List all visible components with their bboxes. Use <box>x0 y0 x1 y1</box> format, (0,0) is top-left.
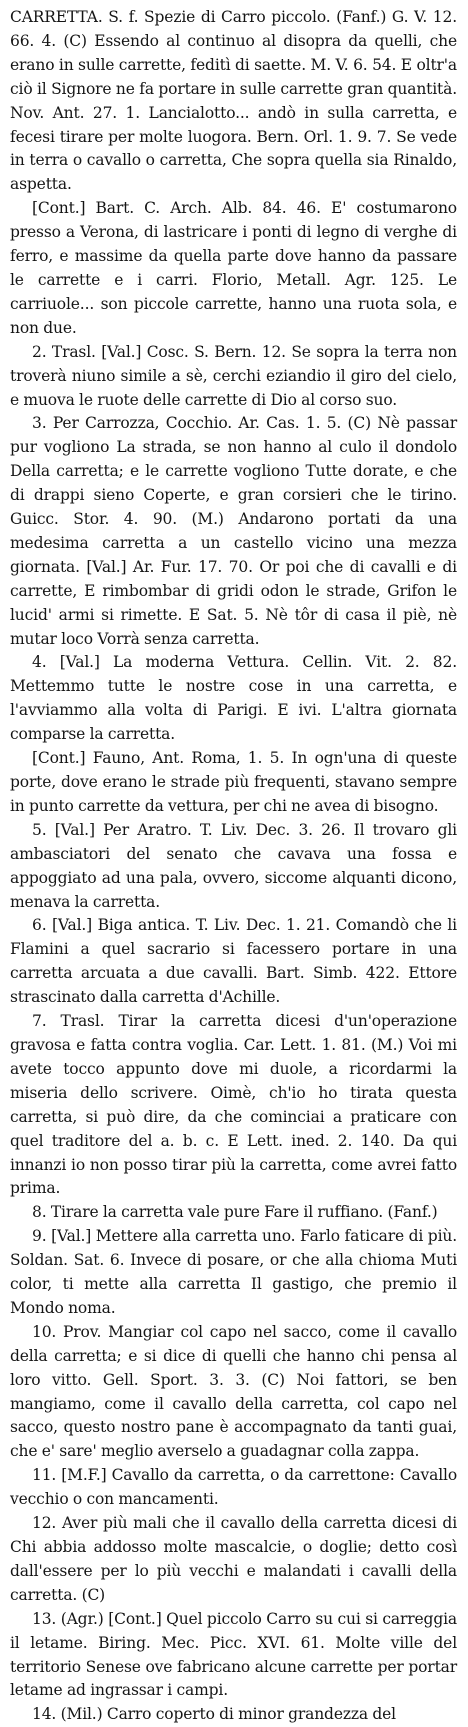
entry-sense-13: 13. (Agr.) [Cont.] Quel piccolo Carro su cui si carreggia il letame. Biring. Mec. Picc. XVI. 61. Molte ville del territorio Senese ove fabricano alcune carrette per portar letame ad ingrassar i campi. <box>10 1609 457 1700</box>
entry-sense-cont-2: [Cont.] Fauno, Ant. Roma, 1. 5. In ogn'una di queste porte, dove erano le strade più frequenti, stavano sempre in punto carrette da vettura, per chi ne avea di bisogno. <box>10 749 457 815</box>
entry-sense-14: 14. (Mil.) Carro coperto di minor grandezza del <box>32 1705 396 1724</box>
entry-sense-5: 5. [Val.] Per Aratro. T. Liv. Dec. 3. 26. Il trovaro gli ambasciatori del senato che cavava una fossa e appoggiato ad una pala, ovvero, siccome alquanti dicono, menava la carretta. <box>10 820 457 911</box>
entry-sense-7: 7. Trasl. Tirar la carretta dicesi d'un'operazione gravosa e fatta contra voglia. Car. Lett. 1. 81. (M.) Voi mi avete tocco appunto dove mi duole, a ricordarmi la miseria dello scrivere. Oimè, ch'io ho tirata questa carretta, si può dire, da che cominciai a praticare con quel traditore del a. b. c. E Lett. ined. 2. 140. Da qui innanzi io non posso tirar più la carretta, come avrei fatto prima. <box>10 1012 457 1198</box>
entry-sense-11: 11. [M.F.] Cavallo da carretta, o da carrettone: Cavallo vecchio o con mancamenti. <box>10 1466 457 1509</box>
entry-sense-6: 6. [Val.] Biga antica. T. Liv. Dec. 1. 21. Comandò che li Flamini a quel sacrario si facessero portare in una carretta arcuata a due cavalli. Bart. Simb. 422. Ettore strascinato dalla carretta d'Achille. <box>10 916 457 1007</box>
entry-carretta-headword: CARRETTA. S. f. Spezie di Carro piccolo. (Fanf.) G. V. 12. 66. 4. (C) Essendo al continuo al disopra da quelli, che erano in sulle carrette, feditì di saettе. M. V. 6. 54. E oltr'a ciò il Signore ne fa portare in sulle carrette gran quantità. Nov. Ant. 27. 1. Lancialotto... andò in sulla carretta, e fecesi tirare per molte luogora. Bern. Orl. 1. 9. 7. Se vede in terra o cavallo o carretta, Che sopra quella sia Rinaldo, aspetta. <box>10 8 457 194</box>
entry-sense-8: 8. Tirare la carretta vale pure Fare il ruffiano. (Fanf.) <box>32 1203 438 1222</box>
entry-sense-9: 9. [Val.] Mettere alla carretta uno. Farlo faticare di più. Soldan. Sat. 6. Invece di posare, or che alla chioma Muti color, ti mette alla carretta Il gastigo, che premio il Mondo noma. <box>10 1227 457 1317</box>
entry-sense-4: 4. [Val.] La moderna Vettura. Cellin. Vit. 2. 82. Mettemmo tutte le nostre cose in una carretta, e l'avviammo alla volta di Parigi. E ivi. L'altra giornata comparse la carretta. <box>10 653 457 744</box>
entry-sense-3: 3. Per Carrozza, Cocchio. Ar. Cas. 1. 5. (C) Nè passar pur vogliono La strada, se non hanno al culo il dondolo Della carretta; e le carrette vogliono Tutte dorate, e che di drappi sieno Coperte, e gran corsieri che le tirino. Guicc. Stor. 4. 90. (M.) Andarono portati da una medesima carretta a un castello vicino una mezza giornata. [Val.] Ar. Fur. 17. 70. Or poi che di cavalli e di carrette, E rimbombar di gridi odon le strade, Grifon le lucid' armi si rimette. E Sat. 5. Nè tôr di casa il piè, nè mutar loco Vorrà senza carretta. <box>10 414 457 648</box>
entry-sense-2: 2. Trasl. [Val.] Cosc. S. Bern. 12. Se sopra la terra non troverà niuno simile a sè, cerchi eziandio il giro del cielo, e muova le ruote delle carrette di Dio al corso suo. <box>10 342 457 409</box>
entry-sense-10: 10. Prov. Mangiar col capo nel sacco, come il cavallo della carretta; e si dice di quelli che hanno chi pensa al loro vitto. Gell. Sport. 3. 3. (C) Noi fattori, se ben mangiamo, come il cavallo della carretta, col capo nel sacco, questo nostro pane è accompagnato da tanti guai, che e' sare' meglio averselo a guadagnar colla zappa. <box>10 1322 457 1461</box>
entry-sense-12: 12. Aver più mali che il cavallo della carretta dicesi di Chi abbia addosso molte mascalcie, o doglie; detto così dall'essere per lo più vecchi e malandati i cavalli della carretta. (C) <box>10 1514 457 1604</box>
entry-sense-cont-1: [Cont.] Bart. C. Arch. Alb. 84. 46. E' costumarono presso a Verona, di lastricare i ponti di legno di verghe di ferro, e massime da quella parte dove hanno da passare le carrette e i carri. Florio, Metall. Agr. 125. Le carriuole... son piccole carrette, hanno una ruota sola, e non due. <box>10 199 457 337</box>
